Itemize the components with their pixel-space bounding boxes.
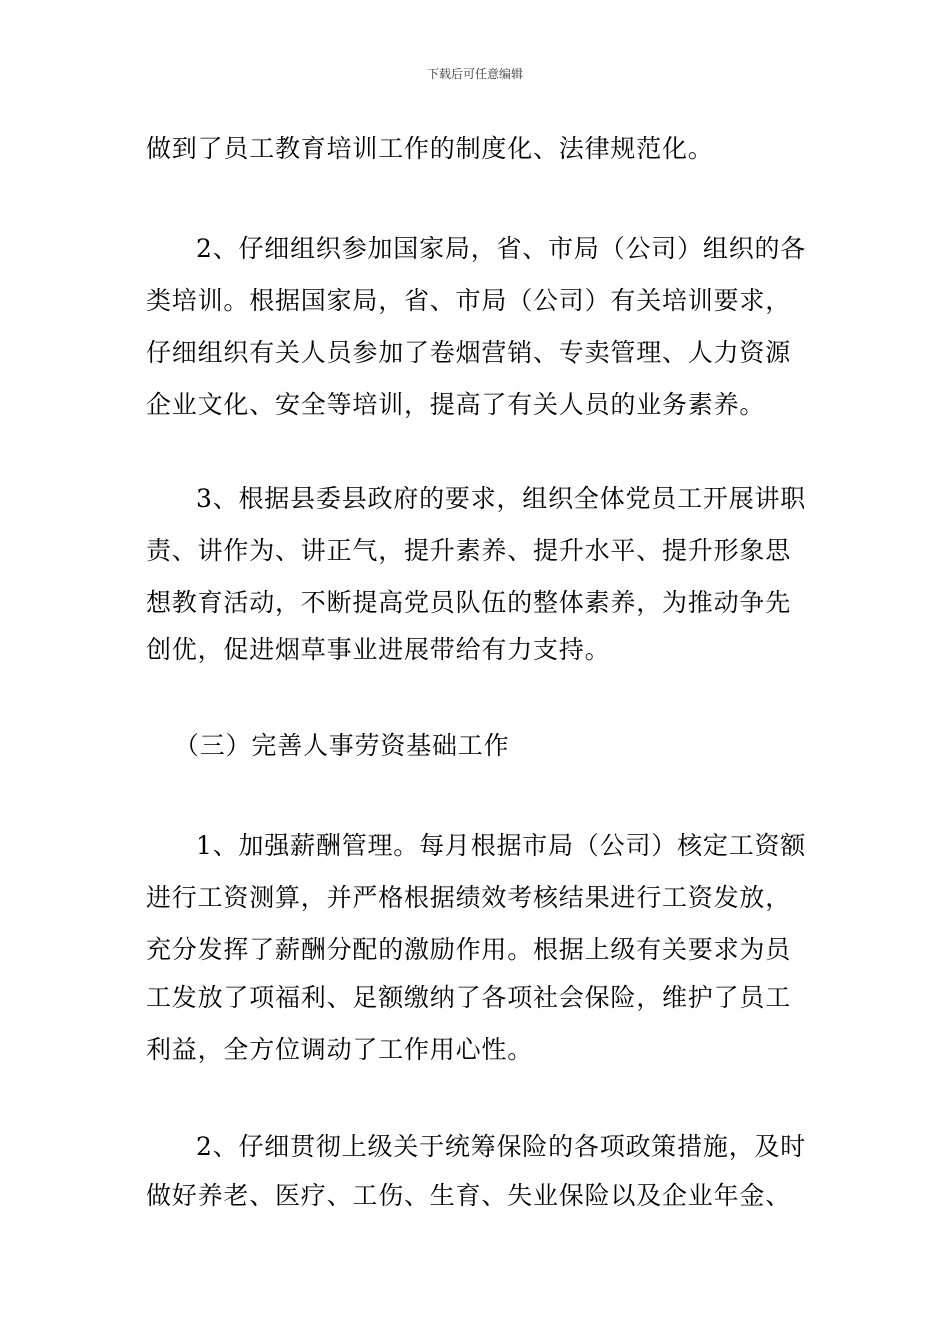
body-line-15: 2、仔细贯彻上级关于统筹保险的各项政策措施，及时 (196, 1132, 807, 1161)
body-line-12: 充分发挥了薪酬分配的激励作用。根据上级有关要求为员 (146, 935, 792, 964)
page-header-note: 下载后可任意编辑 (426, 67, 523, 81)
body-line-13: 工发放了项福利、足额缴纳了各项社会保险，维护了员工 (146, 983, 792, 1012)
body-line-2: 2、仔细组织参加国家局，省、市局（公司）组织的各 (196, 234, 807, 263)
body-line-8: 想教育活动，不断提高党员队伍的整体素养，为推动争先 (146, 588, 792, 617)
body-line-11: 进行工资测算，并严格根据绩效考核结果进行工资发放， (146, 883, 792, 912)
body-line-1: 做到了员工教育培训工作的制度化、法律规范化。 (146, 134, 714, 163)
body-line-16: 做好养老、医疗、工伤、生育、失业保险以及企业年金、 (146, 1181, 792, 1210)
section-heading: （三）完善人事劳资基础工作 (174, 731, 510, 760)
body-line-10: 1、加强薪酬管理。每月根据市局（公司）核定工资额 (196, 831, 807, 860)
body-line-6: 3、根据县委县政府的要求，组织全体党员工开展讲职 (196, 484, 807, 513)
body-line-9: 创优，促进烟草事业进展带给有力支持。 (146, 635, 611, 664)
body-line-3: 类培训。根据国家局，省、市局（公司）有关培训要求， (146, 286, 792, 315)
body-line-7: 责、讲作为、讲正气，提升素养、提升水平、提升形象思 (146, 536, 792, 565)
body-line-14: 利益，全方位调动了工作用心性。 (146, 1035, 534, 1064)
body-line-4: 仔细组织有关人员参加了卷烟营销、专卖管理、人力资源 (146, 338, 792, 367)
body-line-5: 企业文化、安全等培训，提高了有关人员的业务素养。 (146, 390, 766, 419)
